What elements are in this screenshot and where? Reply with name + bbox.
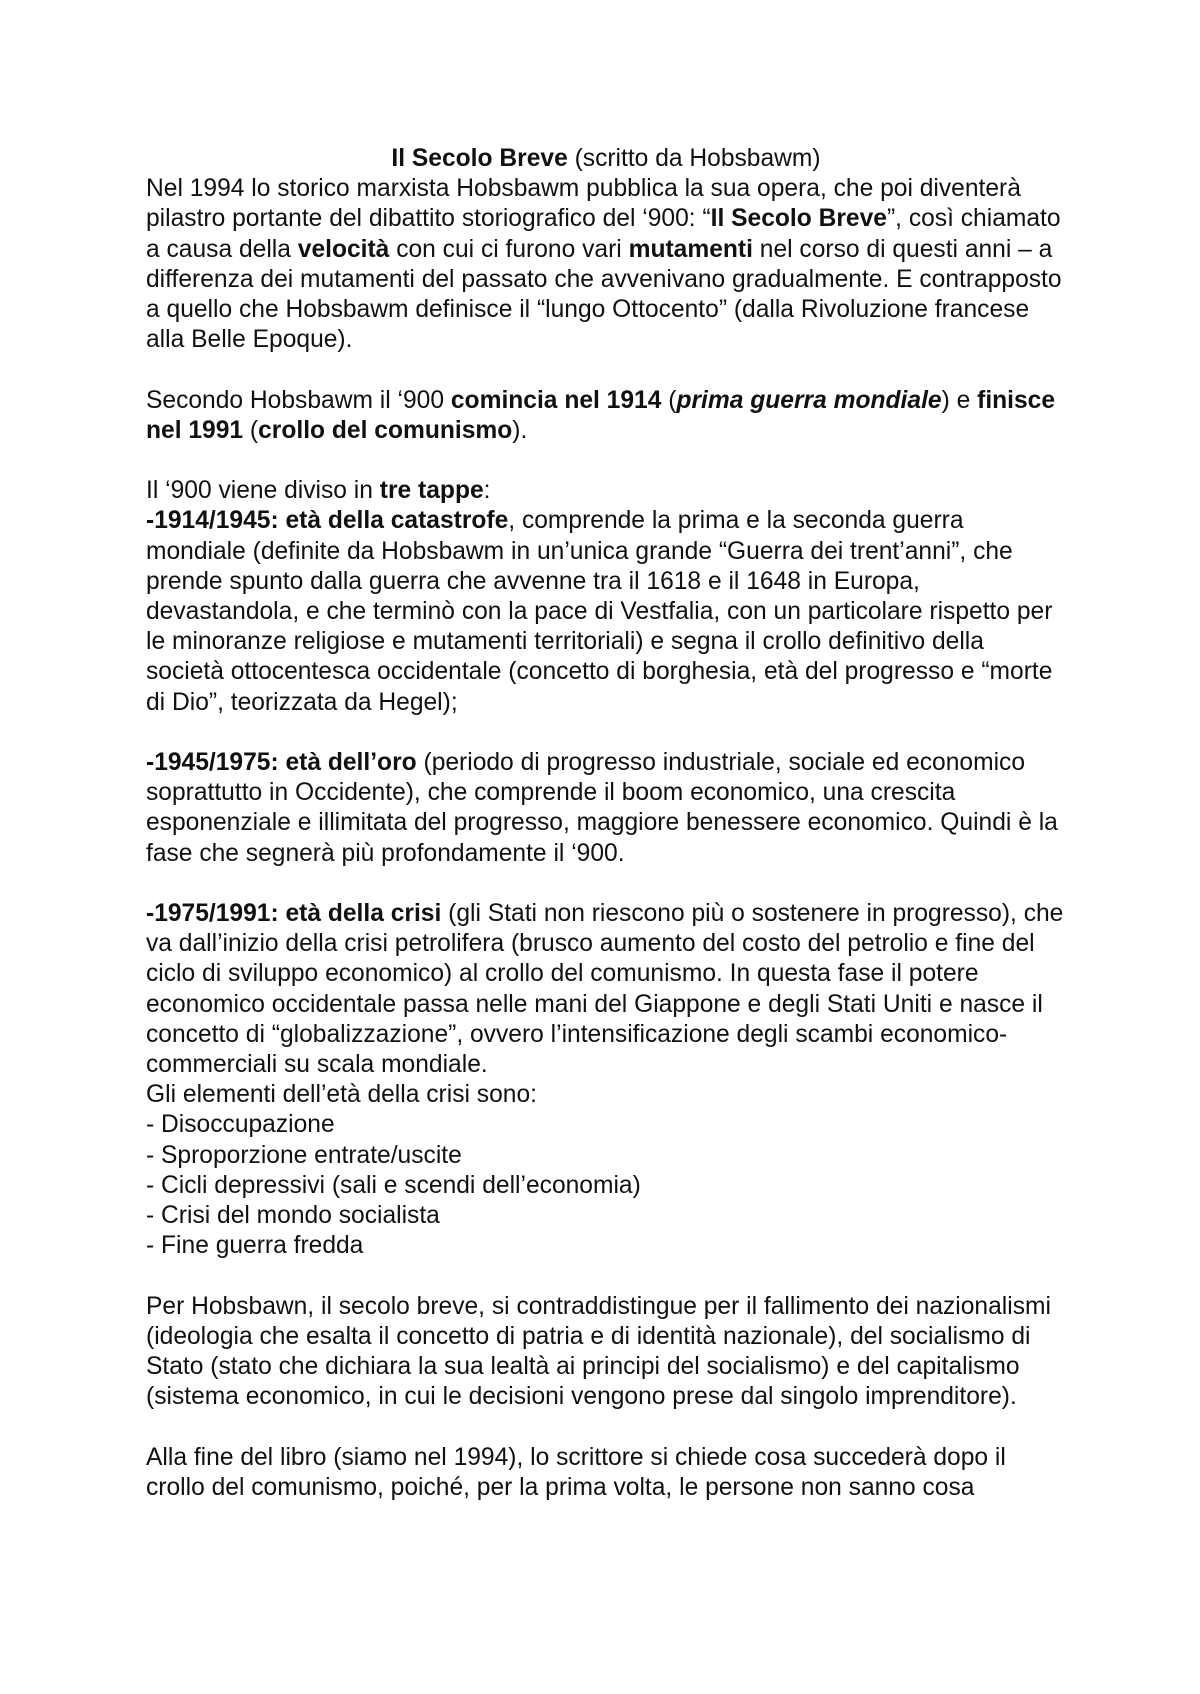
stages-intro-text-1: Il ‘900 viene diviso in — [146, 477, 380, 505]
paragraph-gap — [146, 1261, 1066, 1291]
list-item: - Sproporzione entrate/uscite — [146, 1141, 462, 1169]
stage-2-text: (periodo di progresso industriale, sociale ed economico soprattutto in Occidente), che comprende il boom economico, una crescita esponenziale e illimitata del progresso, maggiore benessere economico. Quindi è la fase che segnerà più profondamente il ‘900. — [146, 749, 1058, 867]
list-item: - Cicli depressivi (sali e scendi dell’economia) — [146, 1171, 641, 1199]
stages-intro — [146, 476, 1066, 506]
stage-2-paragraph — [146, 748, 1066, 869]
stages-intro-bold: tre tappe — [379, 477, 484, 505]
intro-bold-title: Il Secolo Breve — [710, 205, 887, 233]
dates-text-3: ) e — [941, 386, 978, 414]
dates-bold-end: finisce nel 1991 — [146, 386, 1056, 444]
dates-paragraph — [146, 386, 1066, 446]
paragraph-gap — [146, 1412, 1066, 1442]
intro-text-4: nel corso di questi anni – a differenza dei mutamenti del passato che avvenivano gradualmente. E contrapposto a quello che Hobsbawm definisce il “lungo Ottocento” (dalla Rivoluzione francese alla Belle Epoque). — [146, 235, 1062, 354]
ending-paragraph: Alla fine del libro (siamo nel 1994), lo scrittore si chiede cosa succederà dopo il crollo del comunismo, poiché, per la prima volta, le persone non sanno cosa — [146, 1443, 1006, 1501]
paragraph-gap — [146, 446, 1066, 476]
dates-bold-collapse: crollo del comunismo — [258, 416, 513, 444]
stage-1-paragraph — [146, 506, 1066, 717]
list-item: - Disoccupazione — [146, 1111, 335, 1139]
title-sub: (scritto da Hobsbawm) — [567, 145, 821, 172]
crisis-elements-intro: Gli elementi dell’età della crisi sono: — [146, 1081, 537, 1109]
dates-text-4: ( — [243, 416, 259, 444]
dates-text-1: Secondo Hobsbawm il ‘900 — [146, 386, 451, 414]
dates-bold-start: comincia nel 1914 — [450, 386, 662, 414]
dates-text-5: ). — [512, 416, 528, 444]
title-main: Il Secolo Breve — [391, 145, 568, 172]
intro-text-1: Nel 1994 lo storico marxista Hobsbawm pubblica la sua opera, che poi diventerà pilastro portante del dibattito storiografico del ‘900: “ — [146, 175, 1021, 233]
failure-paragraph: Per Hobsbawn, il secolo breve, si contraddistingue per il fallimento dei nazionalismi (ideologia che esalta il concetto di patria e di identità nazionale), del socialismo di Stato (stato che dichiara la sua lealtà ai principi del socialismo) e del capitalismo (sistema economico, in cui le decisioni vengono prese dal singolo imprenditore). — [146, 1292, 1051, 1411]
list-item: - Crisi del mondo socialista — [146, 1202, 440, 1230]
stages-intro-text-2: : — [483, 477, 491, 505]
document-body — [146, 144, 1066, 1503]
stage-1-text: , comprende la prima e la seconda guerra mondiale (definite da Hobsbawm in un’unica grande “Guerra dei trent’anni”, che prende spunto dalla guerra che avvenne tra il 1618 e il 1648 in Europa, devastandola, e che terminò con la pace di Vestfalia, con un particolare rispetto per le minoranze religiose e mutamenti territoriali) e segna il crollo definitivo della società ottocentesca occidentale (concetto di borghesia, età del progresso e “morte di Dio”, teorizzata da Hegel); — [146, 507, 1053, 716]
paragraph-gap — [146, 355, 1066, 385]
stage-3-heading: -1975/1991: età della crisi — [146, 900, 442, 928]
document-title — [146, 144, 1066, 174]
list-item: - Fine guerra fredda — [146, 1232, 364, 1260]
dates-bold-italic-war: prima guerra mondiale — [676, 386, 942, 414]
dates-text-2: ( — [661, 386, 677, 414]
paragraph-gap — [146, 869, 1066, 899]
intro-bold-mutamenti: mutamenti — [628, 235, 753, 263]
stage-3-text: (gli Stati non riescono più o sostenere in progresso), che va dall’inizio della crisi petrolifera (brusco aumento del costo del petrolio e fine del ciclo di sviluppo economico) al crollo del comunismo. In questa fase il potere economico occidentale passa nelle mani del Giappone e degli Stati Uniti e nasce il concetto di “globalizzazione”, ovvero l’intensificazione degli scambi economico-commerciali su scala mondiale. — [146, 900, 1064, 1079]
intro-bold-velocita: velocità — [297, 235, 390, 263]
intro-paragraph — [146, 174, 1066, 355]
intro-text-3: con cui ci furono vari — [389, 235, 629, 263]
stage-3-paragraph — [146, 899, 1066, 1080]
stage-1-heading: -1914/1945: età della catastrofe — [146, 507, 509, 535]
stage-2-heading: -1945/1975: età dell’oro — [146, 749, 417, 777]
paragraph-gap — [146, 718, 1066, 748]
intro-text-2: ”, così chiamato a causa della — [146, 205, 1061, 263]
